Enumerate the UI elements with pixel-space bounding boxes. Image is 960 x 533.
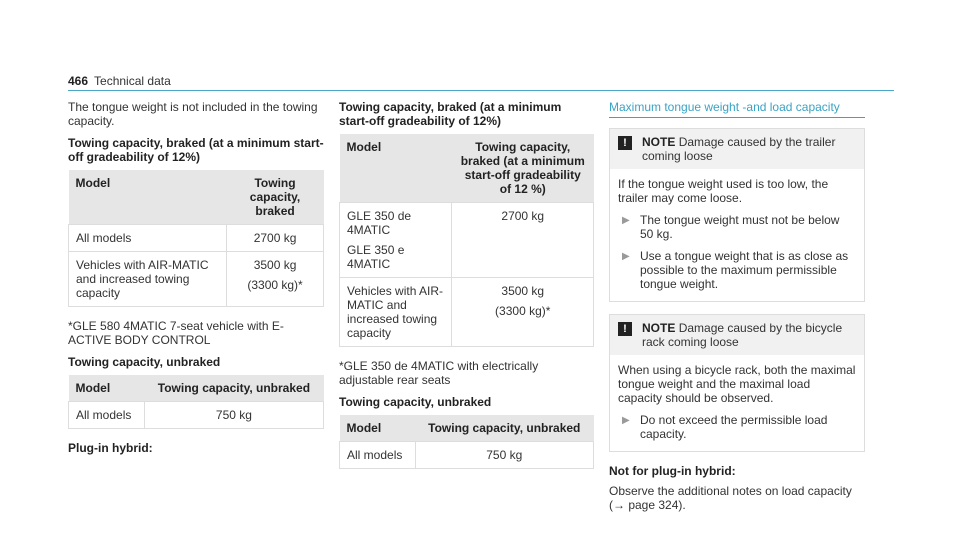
note-heading-text: Damage caused by the trailer coming loose xyxy=(642,135,836,163)
notice-body xyxy=(610,169,864,301)
table-header-cell: Model xyxy=(340,415,416,442)
braked-heading: Towing capacity, braked (at a minimum start-off gradeability of 12%) xyxy=(68,136,324,164)
notice-header xyxy=(610,315,864,355)
instruction-text: The tongue weight must not be below 50 kg. xyxy=(640,213,840,241)
section-title: Maximum tongue weight -and load capacity xyxy=(609,100,865,118)
footnote: *GLE 580 4MATIC 7-seat vehicle with E-ACTIVE BODY CONTROL xyxy=(68,319,284,347)
braked-heading: Towing capacity, braked (at a minimum start-off gradeability of 12%) xyxy=(339,100,562,128)
table-cell-model: Vehicles with AIR-MATIC and increased towing capacity xyxy=(340,278,452,347)
model-line: GLE 350 de 4MATIC xyxy=(347,209,412,237)
notice-box xyxy=(609,314,865,452)
notice-header xyxy=(610,129,864,169)
table-cell-value: 2700 kg xyxy=(227,225,324,252)
table-header-row xyxy=(340,415,594,442)
table-cell-model: Vehicles with AIR-MATIC and increased towing capacity xyxy=(69,252,227,307)
table-header-cell: Model xyxy=(69,375,145,402)
plugin-text: Observe the additional notes on load capacity (→ page 324). xyxy=(609,484,852,512)
table-row xyxy=(340,278,594,347)
braked-table xyxy=(68,170,324,307)
table-cell-value xyxy=(452,278,594,347)
table-header-cell: Towing capacity, unbraked xyxy=(415,415,593,442)
value-line-alt: (3300 kg)* xyxy=(495,304,551,318)
arrow-right-icon: ▶ xyxy=(622,415,630,426)
table-header-cell: Towing capacity, unbraked xyxy=(144,375,323,402)
table-header-row xyxy=(69,375,324,402)
column-middle xyxy=(339,100,594,481)
warning-icon: ! xyxy=(618,136,632,150)
unbraked-heading: Towing capacity, unbraked xyxy=(68,355,221,369)
arrow-right-icon: ▶ xyxy=(622,215,630,226)
unbraked-table xyxy=(339,415,594,469)
warning-icon: ! xyxy=(618,322,632,336)
table-cell-value xyxy=(227,252,324,307)
instruction-item xyxy=(618,413,856,441)
notice-body xyxy=(610,355,864,451)
table-row xyxy=(69,402,324,429)
table-row xyxy=(69,252,324,307)
table-cell-model xyxy=(340,203,452,278)
instruction-text: Use a tongue weight that is as close as possible to the maximum permissible tongue weight. xyxy=(640,249,849,291)
table-header-cell: Model xyxy=(340,134,452,203)
table-cell-value: 750 kg xyxy=(144,402,323,429)
instruction-text: Do not exceed the permissible load capacity. xyxy=(640,413,828,441)
notice-text: When using a bicycle rack, both the maximal tongue weight and the maximal load capacity should be observed. xyxy=(618,363,856,405)
model-line: GLE 350 e 4MATIC xyxy=(347,243,405,271)
table-header-cell: Model xyxy=(69,170,227,225)
table-cell-model: All models xyxy=(69,225,227,252)
instruction-item xyxy=(618,249,856,291)
notice-text: If the tongue weight used is too low, the trailer may come loose. xyxy=(618,177,829,205)
footnote: *GLE 350 de 4MATIC with electrically adjustable rear seats xyxy=(339,359,539,387)
value-line: 3500 kg xyxy=(253,258,297,272)
unbraked-heading: Towing capacity, unbraked xyxy=(339,395,492,409)
column-left xyxy=(68,100,324,461)
note-heading-text: Damage caused by the bicycle rack coming loose xyxy=(642,321,843,349)
page-header xyxy=(68,74,894,91)
table-cell-model: All models xyxy=(69,402,145,429)
instruction-item xyxy=(618,213,856,241)
table-row xyxy=(340,203,594,278)
unbraked-table xyxy=(68,375,324,429)
value-line: 3500 kg xyxy=(501,284,545,298)
table-header-cell: Towing capacity, braked (at a minimum start-off gradeability of 12 %) xyxy=(452,134,594,203)
column-right xyxy=(609,100,865,512)
note-label: NOTE xyxy=(642,135,676,149)
table-header-cell: Towing capacity, braked xyxy=(227,170,324,225)
notice-box xyxy=(609,128,865,302)
table-row xyxy=(340,442,594,469)
table-cell-model: All models xyxy=(340,442,416,469)
arrow-right-icon: ▶ xyxy=(622,251,630,262)
table-cell-value: 750 kg xyxy=(415,442,593,469)
page-number: 466 xyxy=(68,74,89,88)
table-cell-value: 2700 kg xyxy=(452,203,594,278)
plugin-heading: Plug-in hybrid: xyxy=(68,441,153,455)
intro-paragraph: The tongue weight is not included in the towing capacity. xyxy=(68,100,318,128)
braked-table xyxy=(339,134,594,347)
value-line-alt: (3300 kg)* xyxy=(247,278,303,292)
page-title: Technical data xyxy=(94,74,171,88)
note-label: NOTE xyxy=(642,321,676,335)
table-header-row xyxy=(340,134,594,203)
plugin-heading: Not for plug-in hybrid: xyxy=(609,464,736,478)
table-header-row xyxy=(69,170,324,225)
table-row xyxy=(69,225,324,252)
